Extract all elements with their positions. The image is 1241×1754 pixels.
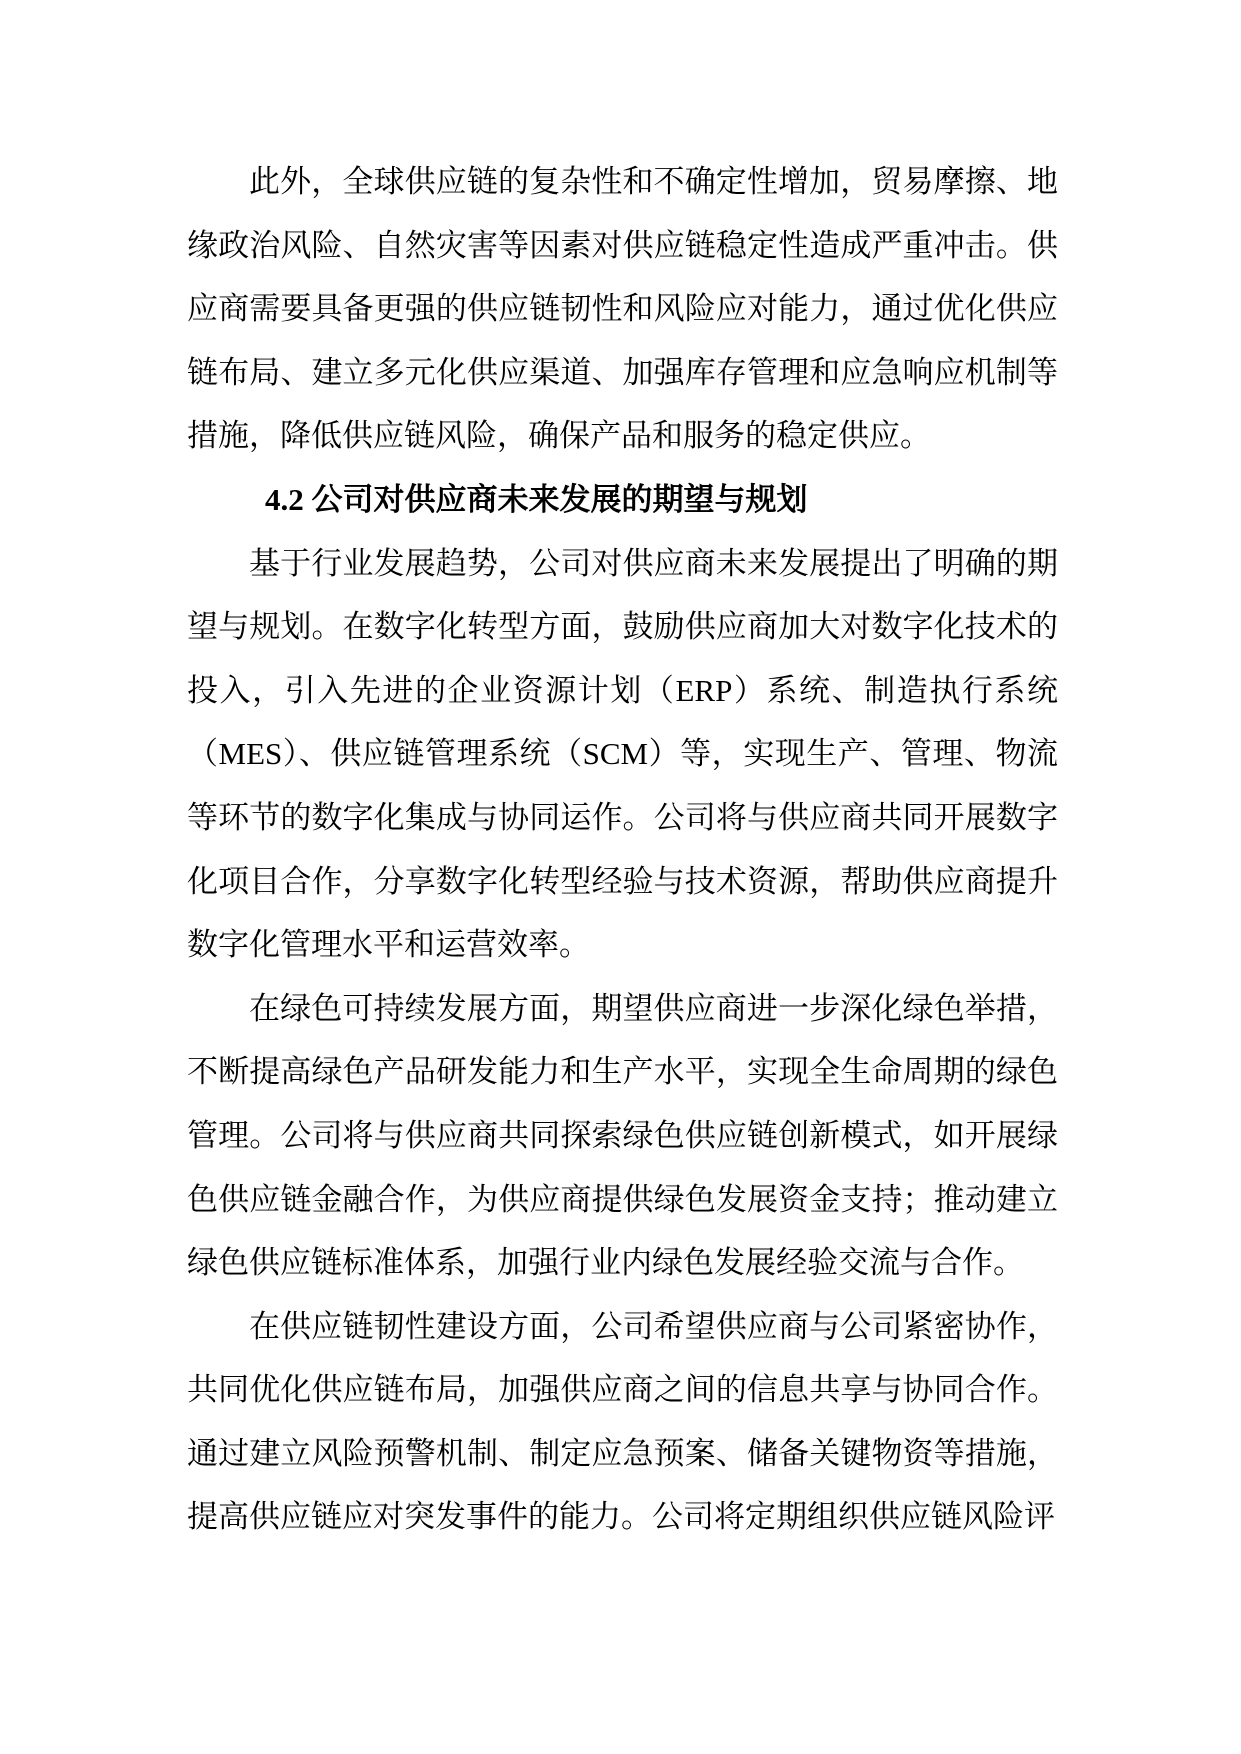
- section-heading-4-2: 4.2 公司对供应商未来发展的期望与规划: [265, 481, 808, 517]
- body-paragraph-4: 在供应链韧性建设方面，公司希望供应商与公司紧密协作，共同优化供应链布局，加强供应商之间的信息共享与协同合作。通过建立风险预警机制、制定应急预案、储备关键物资等措施，提高供应链应对突发事件的能力。公司将定期组织供应链风险评: [187, 1308, 1058, 1535]
- body-paragraph-2: 基于行业发展趋势，公司对供应商未来发展提出了明确的期望与规划。在数字化转型方面，鼓励供应商加大对数字化技术的投入，引入先进的企业资源计划（ERP）系统、制造执行系统（MES）、供应链管理系统（SCM）等，实现生产、管理、物流等环节的数字化集成与协同运作。公司将与供应商共同开展数字化项目合作，分享数字化转型经验与技术资源，帮助供应商提升数字化管理水平和运营效率。: [187, 545, 1058, 963]
- body-paragraph-3: 在绿色可持续发展方面，期望供应商进一步深化绿色举措，不断提高绿色产品研发能力和生产水平，实现全生命周期的绿色管理。公司将与供应商共同探索绿色供应链创新模式，如开展绿色供应链金融合作，为供应商提供绿色发展资金支持；推动建立绿色供应链标准体系，加强行业内绿色发展经验交流与合作。: [187, 990, 1058, 1281]
- body-paragraph-1: 此外，全球供应链的复杂性和不确定性增加，贸易摩擦、地缘政治风险、自然灾害等因素对供应链稳定性造成严重冲击。供应商需要具备更强的供应链韧性和风险应对能力，通过优化供应链布局、建立多元化供应渠道、加强库存管理和应急响应机制等措施，降低供应链风险，确保产品和服务的稳定供应。: [187, 164, 1058, 454]
